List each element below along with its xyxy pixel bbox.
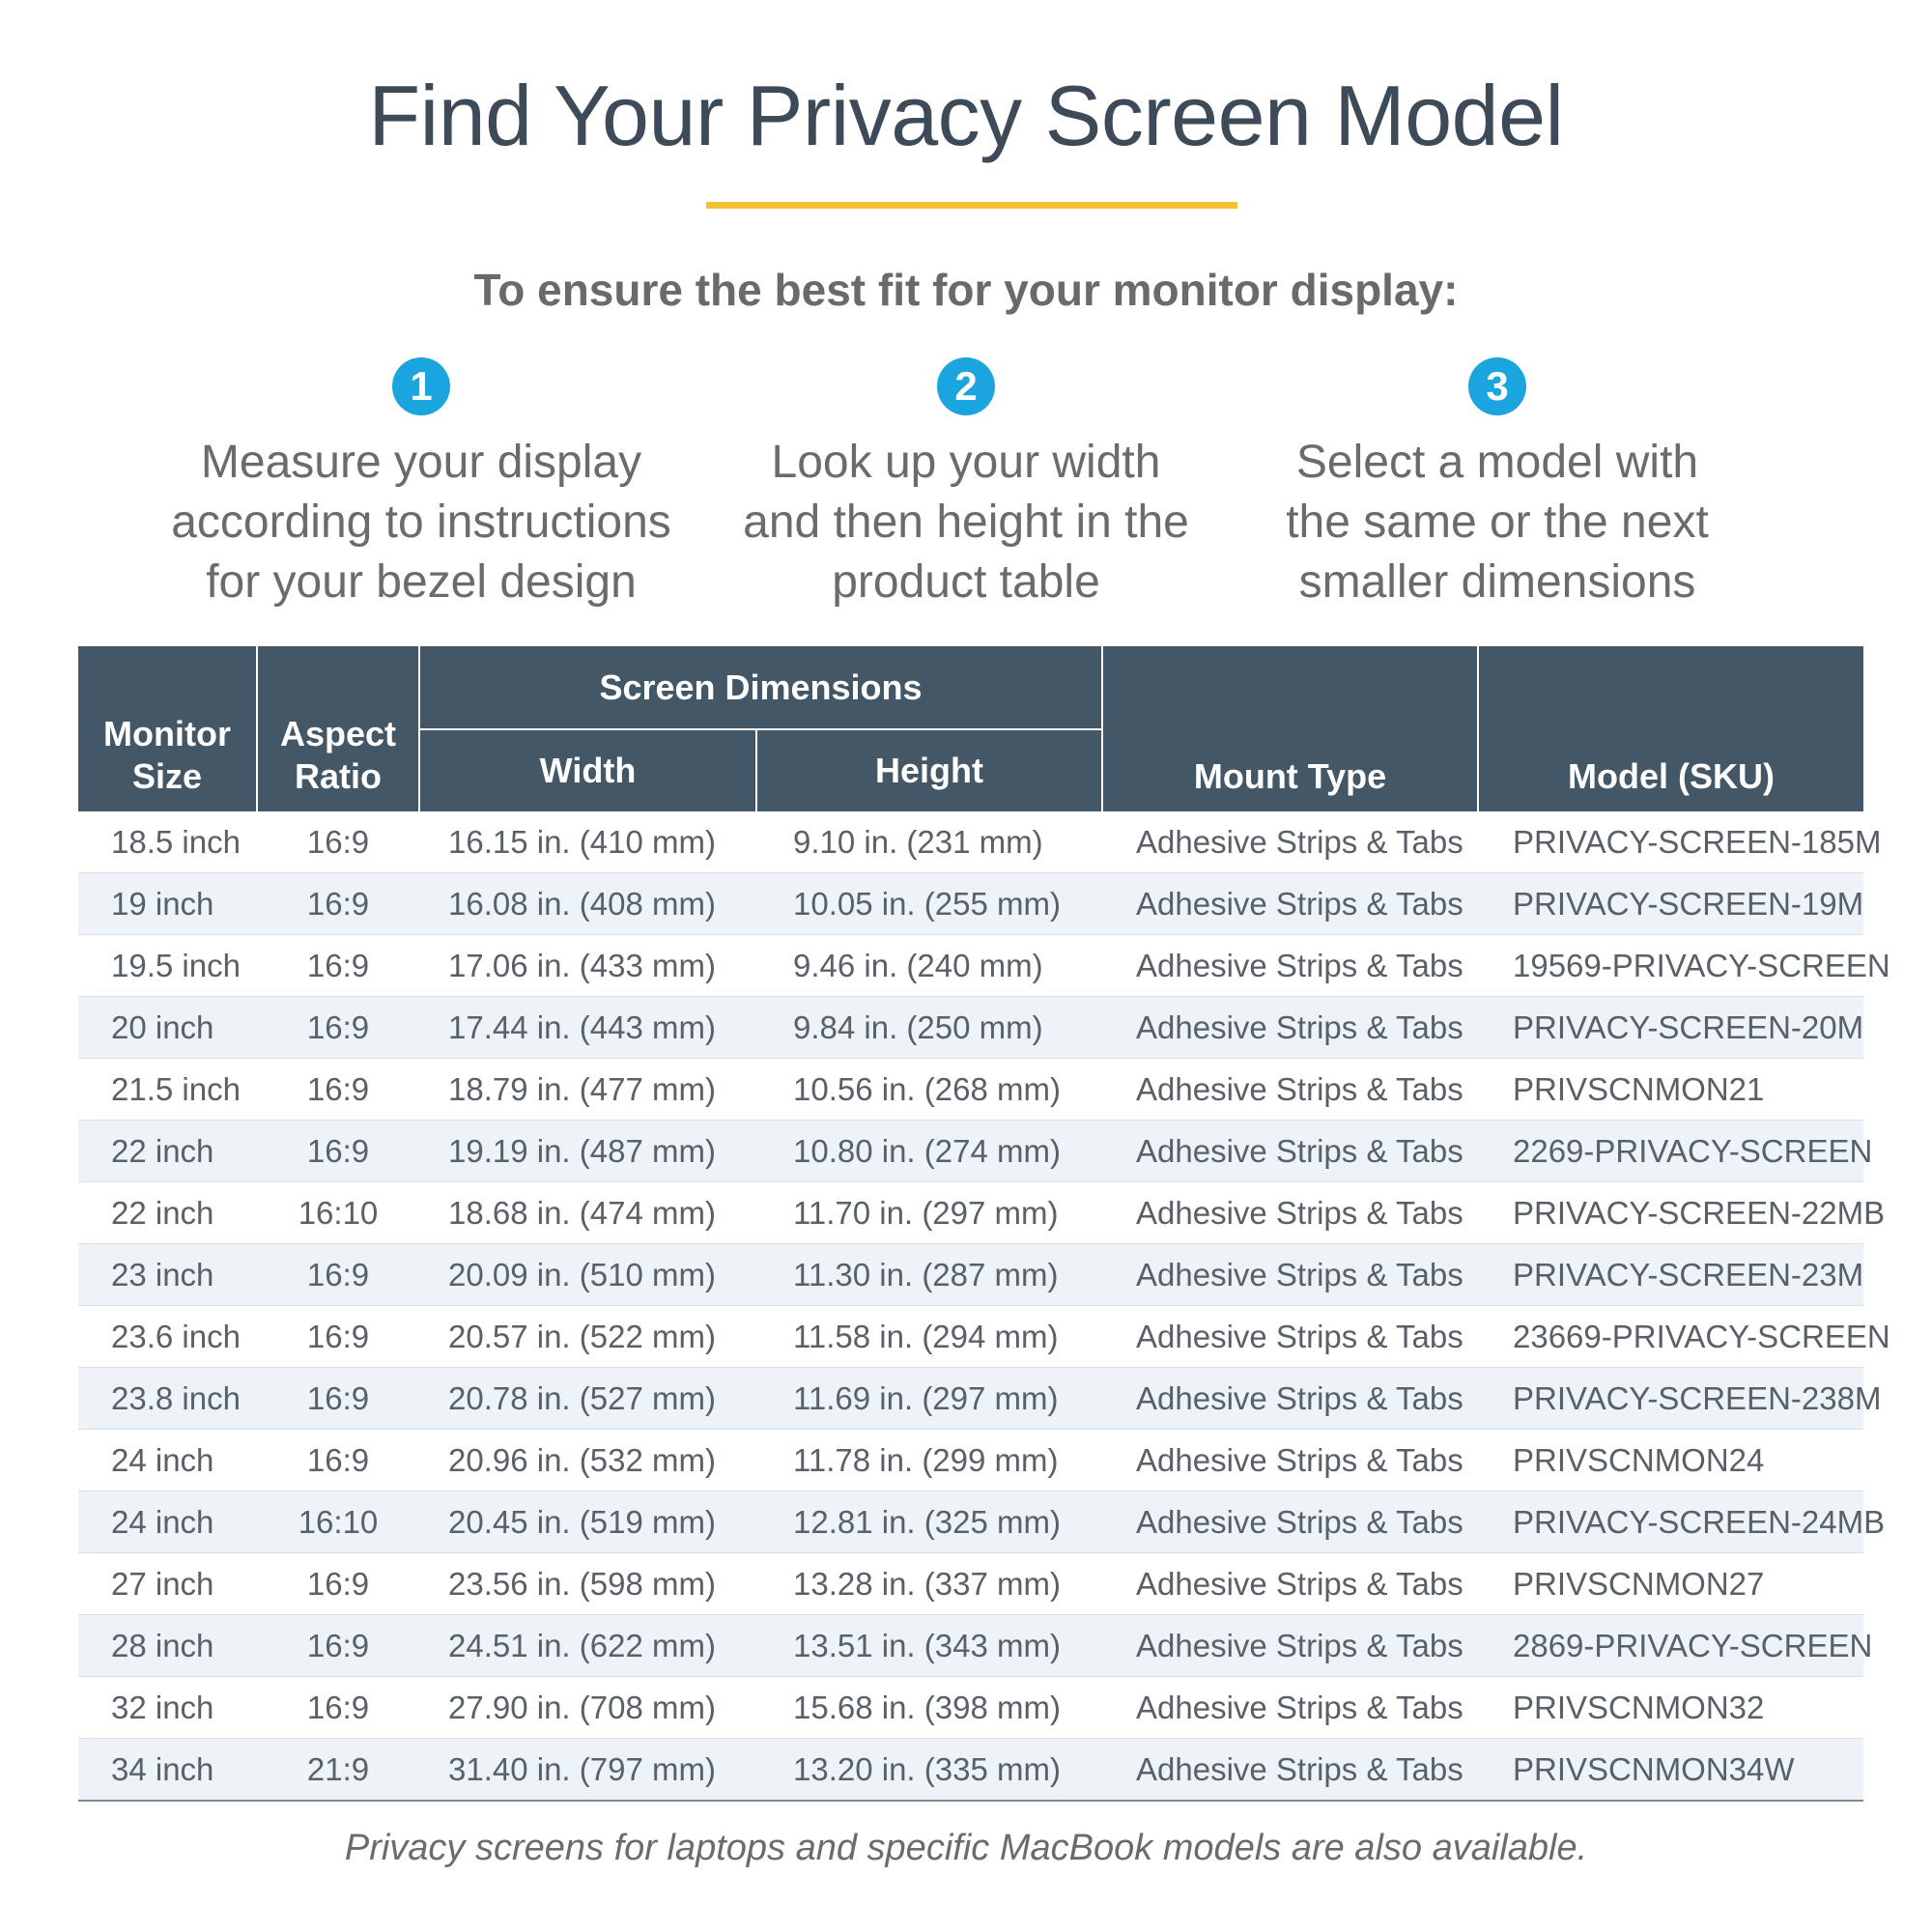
cell-aspect-ratio: 16:9 xyxy=(257,1059,419,1121)
table-row xyxy=(78,1553,1863,1615)
step-1-line: according to instructions xyxy=(171,497,671,548)
cell-model-sku: PRIVSCNMON24 xyxy=(1478,1430,1863,1492)
step-3-text xyxy=(1227,433,1768,612)
product-table xyxy=(78,646,1890,1802)
step-1-line: Measure your display xyxy=(200,437,642,488)
cell-model-sku: PRIVACY-SCREEN-185M xyxy=(1478,811,1863,873)
table-row xyxy=(78,997,1863,1059)
header-model-sku: Model (SKU) xyxy=(1478,646,1863,811)
cell-monitor-size: 24 inch xyxy=(78,1492,257,1553)
cell-monitor-size: 23.8 inch xyxy=(78,1368,257,1430)
header-text: Aspect xyxy=(279,714,397,753)
table-row xyxy=(78,1739,1863,1802)
cell-mount-type: Adhesive Strips & Tabs xyxy=(1102,873,1478,935)
cell-mount-type: Adhesive Strips & Tabs xyxy=(1102,1615,1478,1677)
step-3 xyxy=(1227,357,1768,612)
cell-width: 20.57 in. (522 mm) xyxy=(419,1306,756,1368)
table-row xyxy=(78,1121,1863,1182)
cell-model-sku: 23669-PRIVACY-SCREEN xyxy=(1478,1306,1863,1368)
cell-aspect-ratio: 16:9 xyxy=(257,1553,419,1615)
cell-monitor-size: 22 inch xyxy=(78,1182,257,1244)
header-screen-dimensions: Screen Dimensions xyxy=(419,646,1102,729)
step-3-line: smaller dimensions xyxy=(1298,556,1696,608)
cell-aspect-ratio: 21:9 xyxy=(257,1739,419,1802)
cell-aspect-ratio: 16:9 xyxy=(257,811,419,873)
cell-width: 31.40 in. (797 mm) xyxy=(419,1739,756,1802)
cell-height: 10.56 in. (268 mm) xyxy=(756,1059,1102,1121)
cell-model-sku: PRIVACY-SCREEN-19M xyxy=(1478,873,1863,935)
cell-model-sku: PRIVACY-SCREEN-20M xyxy=(1478,997,1863,1059)
cell-aspect-ratio: 16:9 xyxy=(257,873,419,935)
cell-width: 18.79 in. (477 mm) xyxy=(419,1059,756,1121)
cell-mount-type: Adhesive Strips & Tabs xyxy=(1102,1306,1478,1368)
cell-height: 13.28 in. (337 mm) xyxy=(756,1553,1102,1615)
cell-monitor-size: 27 inch xyxy=(78,1553,257,1615)
cell-model-sku: PRIVSCNMON21 xyxy=(1478,1059,1863,1121)
step-2 xyxy=(696,357,1236,612)
cell-height: 9.84 in. (250 mm) xyxy=(756,997,1102,1059)
cell-monitor-size: 24 inch xyxy=(78,1430,257,1492)
step-3-number-badge: 3 xyxy=(1468,357,1526,415)
cell-model-sku: PRIVSCNMON34W xyxy=(1478,1739,1863,1802)
cell-mount-type: Adhesive Strips & Tabs xyxy=(1102,1059,1478,1121)
page-title: Find Your Privacy Screen Model xyxy=(368,68,1564,163)
cell-monitor-size: 18.5 inch xyxy=(78,811,257,873)
cell-monitor-size: 22 inch xyxy=(78,1121,257,1182)
table-row xyxy=(78,1615,1863,1677)
cell-height: 15.68 in. (398 mm) xyxy=(756,1677,1102,1739)
table-row xyxy=(78,1182,1863,1244)
step-1-line: for your bezel design xyxy=(206,556,637,608)
cell-mount-type: Adhesive Strips & Tabs xyxy=(1102,1553,1478,1615)
cell-height: 13.51 in. (343 mm) xyxy=(756,1615,1102,1677)
cell-aspect-ratio: 16:9 xyxy=(257,1306,419,1368)
cell-width: 20.78 in. (527 mm) xyxy=(419,1368,756,1430)
cell-mount-type: Adhesive Strips & Tabs xyxy=(1102,1121,1478,1182)
cell-width: 19.19 in. (487 mm) xyxy=(419,1121,756,1182)
table-row xyxy=(78,1368,1863,1430)
cell-width: 20.09 in. (510 mm) xyxy=(419,1244,756,1306)
page-subtitle: To ensure the best fit for your monitor display: xyxy=(473,265,1459,315)
cell-aspect-ratio: 16:9 xyxy=(257,1615,419,1677)
cell-height: 12.81 in. (325 mm) xyxy=(756,1492,1102,1553)
steps-section xyxy=(0,357,1932,618)
cell-model-sku: PRIVSCNMON27 xyxy=(1478,1553,1863,1615)
cell-monitor-size: 19 inch xyxy=(78,873,257,935)
cell-width: 24.51 in. (622 mm) xyxy=(419,1615,756,1677)
cell-monitor-size: 34 inch xyxy=(78,1739,257,1802)
cell-mount-type: Adhesive Strips & Tabs xyxy=(1102,1492,1478,1553)
header-text: Size xyxy=(131,756,203,796)
cell-mount-type: Adhesive Strips & Tabs xyxy=(1102,811,1478,873)
cell-mount-type: Adhesive Strips & Tabs xyxy=(1102,1739,1478,1802)
cell-width: 16.15 in. (410 mm) xyxy=(419,811,756,873)
cell-monitor-size: 28 inch xyxy=(78,1615,257,1677)
step-2-number-badge: 2 xyxy=(937,357,995,415)
cell-mount-type: Adhesive Strips & Tabs xyxy=(1102,1244,1478,1306)
cell-height: 11.30 in. (287 mm) xyxy=(756,1244,1102,1306)
cell-width: 17.06 in. (433 mm) xyxy=(419,935,756,997)
header-monitor-size xyxy=(78,646,257,811)
cell-aspect-ratio: 16:9 xyxy=(257,1368,419,1430)
title-underline xyxy=(706,202,1237,209)
cell-model-sku: PRIVSCNMON32 xyxy=(1478,1677,1863,1739)
step-2-line: Look up your width xyxy=(771,437,1161,488)
cell-monitor-size: 23 inch xyxy=(78,1244,257,1306)
cell-height: 11.69 in. (297 mm) xyxy=(756,1368,1102,1430)
header-mount-type: Mount Type xyxy=(1102,646,1478,811)
cell-model-sku: 2869-PRIVACY-SCREEN xyxy=(1478,1615,1863,1677)
cell-model-sku: 2269-PRIVACY-SCREEN xyxy=(1478,1121,1863,1182)
cell-mount-type: Adhesive Strips & Tabs xyxy=(1102,1182,1478,1244)
table-row xyxy=(78,1677,1863,1739)
step-1-text xyxy=(151,433,692,612)
cell-aspect-ratio: 16:9 xyxy=(257,1121,419,1182)
cell-height: 9.46 in. (240 mm) xyxy=(756,935,1102,997)
cell-monitor-size: 19.5 inch xyxy=(78,935,257,997)
table-row xyxy=(78,1492,1863,1553)
cell-model-sku: PRIVACY-SCREEN-24MB xyxy=(1478,1492,1863,1553)
cell-height: 11.78 in. (299 mm) xyxy=(756,1430,1102,1492)
cell-mount-type: Adhesive Strips & Tabs xyxy=(1102,935,1478,997)
table-row xyxy=(78,1244,1863,1306)
table-row xyxy=(78,1306,1863,1368)
cell-mount-type: Adhesive Strips & Tabs xyxy=(1102,997,1478,1059)
table-row xyxy=(78,811,1863,873)
cell-model-sku: 19569-PRIVACY-SCREEN xyxy=(1478,935,1863,997)
cell-mount-type: Adhesive Strips & Tabs xyxy=(1102,1368,1478,1430)
cell-aspect-ratio: 16:10 xyxy=(257,1492,419,1553)
cell-width: 23.56 in. (598 mm) xyxy=(419,1553,756,1615)
cell-height: 10.80 in. (274 mm) xyxy=(756,1121,1102,1182)
header-aspect-ratio xyxy=(257,646,419,811)
cell-aspect-ratio: 16:9 xyxy=(257,935,419,997)
cell-model-sku: PRIVACY-SCREEN-22MB xyxy=(1478,1182,1863,1244)
table-row xyxy=(78,935,1863,997)
cell-height: 9.10 in. (231 mm) xyxy=(756,811,1102,873)
cell-aspect-ratio: 16:9 xyxy=(257,1430,419,1492)
cell-width: 20.96 in. (532 mm) xyxy=(419,1430,756,1492)
cell-width: 16.08 in. (408 mm) xyxy=(419,873,756,935)
cell-width: 18.68 in. (474 mm) xyxy=(419,1182,756,1244)
cell-monitor-size: 21.5 inch xyxy=(78,1059,257,1121)
cell-aspect-ratio: 16:9 xyxy=(257,1677,419,1739)
cell-mount-type: Adhesive Strips & Tabs xyxy=(1102,1677,1478,1739)
cell-width: 20.45 in. (519 mm) xyxy=(419,1492,756,1553)
cell-aspect-ratio: 16:9 xyxy=(257,1244,419,1306)
step-2-line: product table xyxy=(832,556,1100,608)
step-3-line: Select a model with xyxy=(1295,437,1699,488)
cell-mount-type: Adhesive Strips & Tabs xyxy=(1102,1430,1478,1492)
cell-aspect-ratio: 16:10 xyxy=(257,1182,419,1244)
table-row xyxy=(78,1430,1863,1492)
cell-height: 11.58 in. (294 mm) xyxy=(756,1306,1102,1368)
cell-monitor-size: 20 inch xyxy=(78,997,257,1059)
cell-model-sku: PRIVACY-SCREEN-238M xyxy=(1478,1368,1863,1430)
step-3-line: the same or the next xyxy=(1286,497,1709,548)
cell-monitor-size: 23.6 inch xyxy=(78,1306,257,1368)
header-text: Ratio xyxy=(295,756,382,796)
cell-height: 13.20 in. (335 mm) xyxy=(756,1739,1102,1802)
cell-model-sku: PRIVACY-SCREEN-23M xyxy=(1478,1244,1863,1306)
cell-height: 11.70 in. (297 mm) xyxy=(756,1182,1102,1244)
table-body xyxy=(78,811,1890,1801)
table-header-row xyxy=(78,646,1863,729)
footnote: Privacy screens for laptops and specific MacBook models are also available. xyxy=(344,1828,1588,1868)
cell-width: 27.90 in. (708 mm) xyxy=(419,1677,756,1739)
table-row xyxy=(78,1059,1863,1121)
table-row xyxy=(78,873,1863,935)
header-text: Monitor xyxy=(103,714,231,753)
header-width: Width xyxy=(419,729,756,811)
cell-aspect-ratio: 16:9 xyxy=(257,997,419,1059)
header-height: Height xyxy=(756,729,1102,811)
cell-height: 10.05 in. (255 mm) xyxy=(756,873,1102,935)
cell-width: 17.44 in. (443 mm) xyxy=(419,997,756,1059)
step-1-number-badge: 1 xyxy=(392,357,450,415)
step-1 xyxy=(151,357,692,612)
cell-monitor-size: 32 inch xyxy=(78,1677,257,1739)
step-2-line: and then height in the xyxy=(743,497,1189,548)
step-2-text xyxy=(696,433,1236,612)
